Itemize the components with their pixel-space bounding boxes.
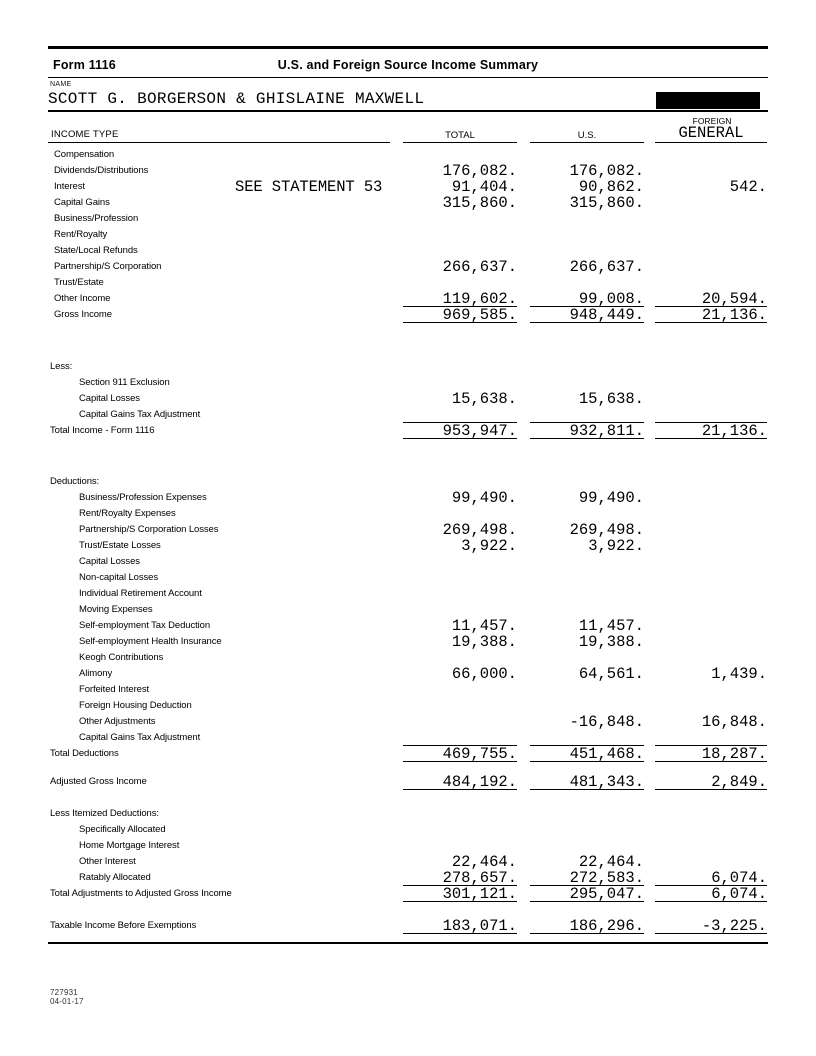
row-label: Trust/Estate Losses — [79, 539, 161, 551]
total-value — [403, 554, 517, 570]
foreign-value — [655, 359, 767, 375]
us-value — [530, 243, 644, 259]
us-value: 90,862. — [578, 177, 644, 196]
row-label: Self-employment Tax Deduction — [79, 619, 211, 631]
total-value: 99,490. — [451, 488, 517, 507]
us-value — [530, 211, 644, 227]
total-value — [403, 211, 517, 227]
foreign-value — [655, 391, 767, 407]
row-label: Keogh Contributions — [79, 651, 164, 663]
table-row — [48, 870, 768, 886]
us-value — [530, 227, 644, 243]
table-row — [48, 730, 768, 746]
row-label: Individual Retirement Account — [79, 587, 202, 599]
us-value: 948,449. — [530, 307, 644, 323]
column-header-us: U.S. — [530, 130, 644, 143]
row-label: Capital Losses — [79, 555, 140, 567]
row-label: Deductions: — [50, 475, 100, 487]
row-label: Moving Expenses — [79, 603, 153, 615]
foreign-value — [655, 822, 767, 838]
foreign-value — [655, 570, 767, 586]
us-value: 22,464. — [578, 852, 644, 871]
row-label: Forfeited Interest — [79, 683, 150, 695]
table-row — [48, 886, 768, 902]
row-label: Ratably Allocated — [79, 871, 151, 883]
foreign-value — [655, 554, 767, 570]
total-value: 22,464. — [451, 852, 517, 871]
row-label: Specifically Allocated — [79, 823, 166, 835]
us-value — [530, 806, 644, 822]
foreign-value — [655, 618, 767, 634]
table-row — [48, 666, 768, 682]
foreign-value — [655, 275, 767, 291]
table-row — [48, 211, 768, 227]
statement-note: SEE STATEMENT 53 — [235, 177, 383, 196]
table-row — [48, 714, 768, 730]
foreign-value — [655, 506, 767, 522]
us-value — [530, 682, 644, 698]
total-value: 66,000. — [451, 664, 517, 683]
name-label: NAME — [50, 80, 72, 88]
total-value — [403, 275, 517, 291]
foreign-value — [655, 854, 767, 870]
row-label: Foreign Housing Deduction — [79, 699, 192, 711]
table-row — [48, 259, 768, 275]
section-spacer — [48, 902, 768, 918]
row-label: Business/Profession — [54, 212, 139, 224]
foreign-value — [655, 838, 767, 854]
foreign-value — [655, 147, 767, 163]
foreign-value: 21,136. — [655, 307, 767, 323]
table-row — [48, 538, 768, 554]
row-label: Business/Profession Expenses — [79, 491, 207, 503]
row-label: Rent/Royalty Expenses — [79, 507, 176, 519]
total-value: 176,082. — [442, 161, 517, 180]
table-row — [48, 506, 768, 522]
total-value — [403, 570, 517, 586]
total-value: 278,657. — [403, 870, 517, 886]
foreign-value — [655, 227, 767, 243]
total-value: 3,922. — [461, 536, 517, 555]
section-taxable-income — [48, 918, 768, 934]
foreign-value — [655, 259, 767, 275]
table-row — [48, 838, 768, 854]
section-deductions — [48, 474, 768, 762]
table-row — [48, 522, 768, 538]
foreign-value — [655, 474, 767, 490]
foreign-value — [655, 407, 767, 423]
row-label: Total Deductions — [50, 747, 119, 759]
total-value — [403, 822, 517, 838]
table-row — [48, 163, 768, 179]
total-value — [403, 506, 517, 522]
row-label: Capital Gains — [54, 196, 110, 208]
row-label: Capital Gains Tax Adjustment — [79, 731, 201, 743]
us-value — [530, 650, 644, 666]
section-spacer — [48, 762, 768, 774]
foreign-value — [655, 650, 767, 666]
foreign-value: 1,439. — [711, 664, 767, 683]
foreign-value: 6,074. — [655, 870, 767, 886]
total-value — [403, 730, 517, 746]
total-value — [403, 227, 517, 243]
total-value — [403, 838, 517, 854]
us-value: 932,811. — [530, 423, 644, 439]
row-label: Total Income - Form 1116 — [50, 424, 155, 436]
total-value: 11,457. — [451, 616, 517, 635]
row-label: Other Interest — [79, 855, 136, 867]
table-row — [48, 602, 768, 618]
us-value: 186,296. — [530, 918, 644, 934]
us-value: 295,047. — [530, 886, 644, 902]
table-row — [48, 307, 768, 323]
us-value — [530, 359, 644, 375]
total-value — [403, 375, 517, 391]
row-label: Capital Losses — [79, 392, 140, 404]
table-row — [48, 179, 768, 195]
total-value: 315,860. — [442, 193, 517, 212]
table-row — [48, 275, 768, 291]
income-summary-table — [48, 147, 768, 934]
row-label: Interest — [54, 180, 85, 192]
us-value: 99,490. — [578, 488, 644, 507]
total-value — [403, 474, 517, 490]
name-row — [48, 89, 768, 112]
row-label: Total Adjustments to Adjusted Gross Income — [50, 887, 232, 899]
foreign-value — [655, 375, 767, 391]
us-value — [530, 275, 644, 291]
us-value — [530, 506, 644, 522]
table-row — [48, 474, 768, 490]
foreign-value: 2,849. — [655, 774, 767, 790]
row-label: Partnership/S Corporation Losses — [79, 523, 219, 535]
us-value: 3,922. — [588, 536, 644, 555]
table-row — [48, 554, 768, 570]
foreign-value — [655, 586, 767, 602]
row-label: Section 911 Exclusion — [79, 376, 170, 388]
section-income — [48, 147, 768, 323]
table-row — [48, 650, 768, 666]
us-value — [530, 822, 644, 838]
us-value: 481,343. — [530, 774, 644, 790]
table-row — [48, 407, 768, 423]
foreign-value — [655, 602, 767, 618]
row-label: Partnership/S Corporation — [54, 260, 162, 272]
foreign-value — [655, 163, 767, 179]
total-value: 91,404. — [451, 177, 517, 196]
total-value: 469,755. — [403, 746, 517, 762]
table-row — [48, 746, 768, 762]
us-value — [530, 407, 644, 423]
table-row — [48, 147, 768, 163]
total-value — [403, 806, 517, 822]
foreign-value: 542. — [729, 177, 767, 196]
table-row — [48, 291, 768, 307]
foreign-value: -3,225. — [655, 918, 767, 934]
row-label: Taxable Income Before Exemptions — [50, 919, 197, 931]
foreign-value — [655, 490, 767, 506]
total-value — [403, 682, 517, 698]
table-row — [48, 423, 768, 439]
column-header-income-type: INCOME TYPE — [48, 124, 403, 143]
form-number: Form 1116 — [53, 57, 116, 72]
column-header-row — [48, 123, 768, 143]
total-value: 969,585. — [403, 307, 517, 323]
table-row — [48, 570, 768, 586]
taxpayer-name: SCOTT G. BORGERSON & GHISLAINE MAXWELL — [48, 89, 425, 108]
total-value: 15,638. — [451, 389, 517, 408]
total-value: 183,071. — [403, 918, 517, 934]
us-value — [530, 375, 644, 391]
row-label: Home Mortgage Interest — [79, 839, 180, 851]
foreign-value — [655, 538, 767, 554]
us-value: 11,457. — [578, 616, 644, 635]
row-label: State/Local Refunds — [54, 244, 138, 256]
foreign-value — [655, 522, 767, 538]
us-value: 272,583. — [530, 870, 644, 886]
us-value — [530, 586, 644, 602]
table-row — [48, 854, 768, 870]
table-row — [48, 195, 768, 211]
page-title: U.S. and Foreign Source Income Summary — [277, 57, 539, 72]
section-spacer — [48, 323, 768, 359]
row-label: Self-employment Health Insurance — [79, 635, 222, 647]
section-itemized-deductions — [48, 806, 768, 902]
foreign-value: 20,594. — [655, 291, 767, 307]
total-value — [403, 407, 517, 423]
table-row — [48, 682, 768, 698]
total-value — [403, 650, 517, 666]
us-value: 266,637. — [569, 257, 644, 276]
foreign-value: 6,074. — [655, 886, 767, 902]
section-spacer — [48, 439, 768, 474]
foreign-value — [655, 730, 767, 746]
us-value: 176,082. — [569, 161, 644, 180]
total-value — [403, 698, 517, 714]
table-row — [48, 822, 768, 838]
foreign-value — [655, 682, 767, 698]
table-row — [48, 375, 768, 391]
row-label: Dividends/Distributions — [54, 164, 149, 176]
total-value — [403, 602, 517, 618]
us-value — [530, 698, 644, 714]
us-value — [530, 602, 644, 618]
foreign-value — [655, 211, 767, 227]
row-label: Less Itemized Deductions: — [50, 807, 159, 819]
us-value: -16,848. — [569, 712, 644, 731]
total-value — [403, 147, 517, 163]
us-value: 451,468. — [530, 746, 644, 762]
column-caption-foreign: FOREIGN — [692, 115, 732, 126]
us-value: 64,561. — [578, 664, 644, 683]
table-row — [48, 918, 768, 934]
us-value — [530, 147, 644, 163]
table-row — [48, 391, 768, 407]
row-label: Alimony — [79, 667, 113, 679]
form-header — [48, 49, 768, 77]
footer-code: 727931 — [50, 988, 78, 997]
total-value — [403, 359, 517, 375]
table-row — [48, 490, 768, 506]
foreign-value — [655, 698, 767, 714]
column-header-foreign-general: GENERAL — [655, 126, 767, 143]
divider-bottom — [48, 942, 768, 945]
table-row — [48, 359, 768, 375]
foreign-value: 21,136. — [655, 423, 767, 439]
us-value: 19,388. — [578, 632, 644, 651]
total-value — [403, 243, 517, 259]
total-value: 269,498. — [442, 520, 517, 539]
row-label: Less: — [50, 360, 73, 372]
column-header-total: TOTAL — [403, 130, 517, 143]
page-content — [0, 46, 816, 944]
us-value: 99,008. — [530, 291, 644, 307]
total-value — [403, 586, 517, 602]
row-label: Capital Gains Tax Adjustment — [79, 408, 201, 420]
redaction-box — [656, 92, 760, 109]
foreign-value — [655, 634, 767, 650]
row-label: Other Adjustments — [79, 715, 156, 727]
total-value: 266,637. — [442, 257, 517, 276]
row-label: Adjusted Gross Income — [50, 775, 147, 787]
total-value: 301,121. — [403, 886, 517, 902]
table-row — [48, 243, 768, 259]
row-label: Non-capital Losses — [79, 571, 158, 583]
row-label: Gross Income — [54, 308, 112, 320]
footer-date: 04-01-17 — [50, 997, 84, 1006]
table-row — [48, 698, 768, 714]
total-value: 19,388. — [451, 632, 517, 651]
us-value — [530, 730, 644, 746]
row-label: Compensation — [54, 148, 115, 160]
us-value: 269,498. — [569, 520, 644, 539]
table-row — [48, 227, 768, 243]
foreign-value — [655, 806, 767, 822]
table-row — [48, 806, 768, 822]
foreign-value — [655, 195, 767, 211]
foreign-value: 16,848. — [701, 712, 767, 731]
total-value: 119,602. — [403, 291, 517, 307]
row-label: Trust/Estate — [54, 276, 104, 288]
table-row — [48, 618, 768, 634]
total-value — [403, 714, 517, 730]
us-value — [530, 474, 644, 490]
total-value: 484,192. — [403, 774, 517, 790]
foreign-value — [655, 243, 767, 259]
table-row — [48, 774, 768, 790]
us-value — [530, 554, 644, 570]
us-value — [530, 838, 644, 854]
foreign-value: 18,287. — [655, 746, 767, 762]
us-value: 315,860. — [569, 193, 644, 212]
section-spacer — [48, 790, 768, 806]
us-value: 15,638. — [578, 389, 644, 408]
total-value: 953,947. — [403, 423, 517, 439]
form-footer — [50, 988, 84, 1006]
section-adjusted-gross-income — [48, 774, 768, 790]
table-row — [48, 634, 768, 650]
section-less — [48, 359, 768, 439]
table-row — [48, 586, 768, 602]
row-label: Other Income — [54, 292, 111, 304]
us-value — [530, 570, 644, 586]
row-label: Rent/Royalty — [54, 228, 108, 240]
